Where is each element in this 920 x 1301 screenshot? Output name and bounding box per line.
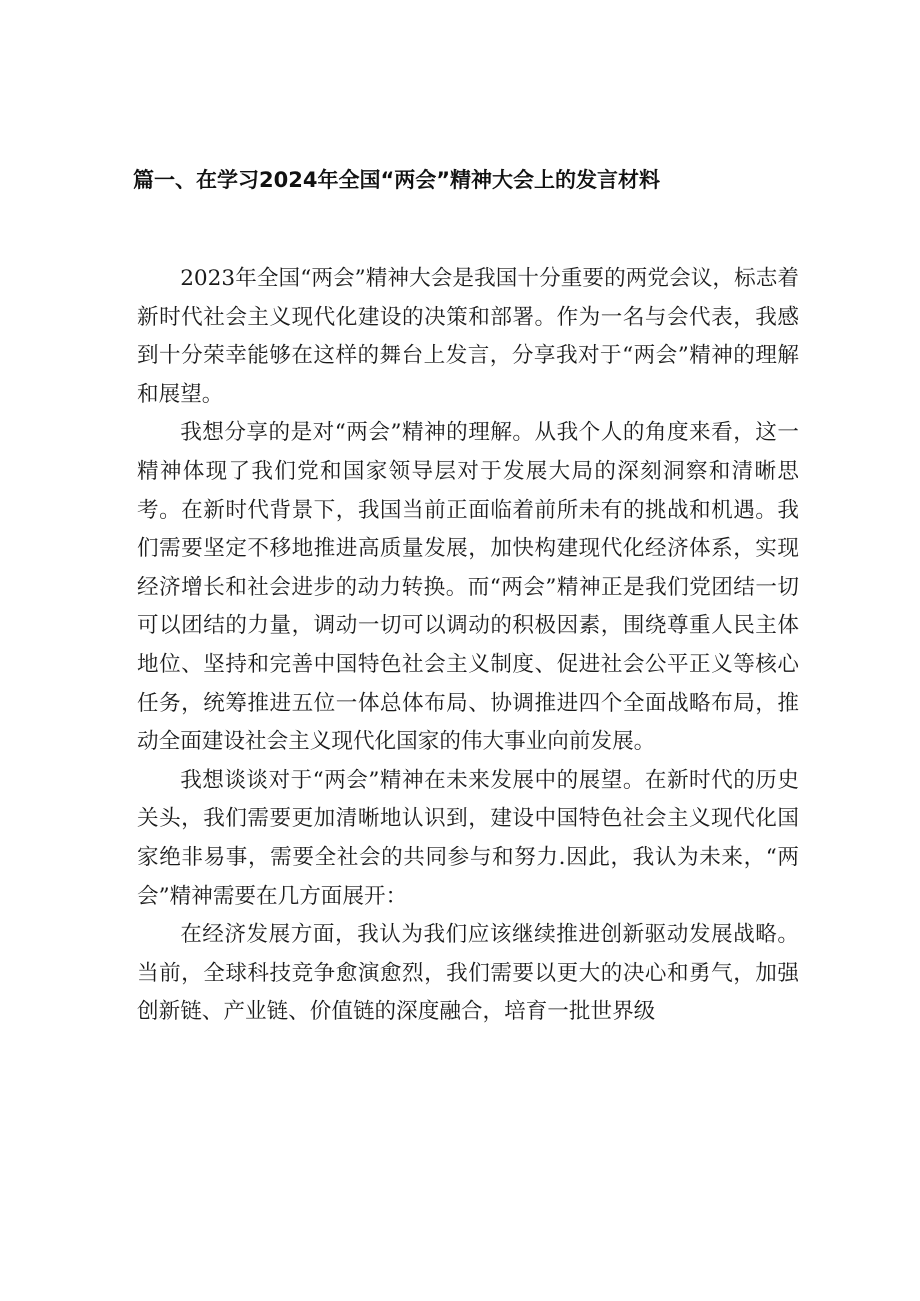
paragraph-1: 2023年全国“两会”精神大会是我国十分重要的两党会议，标志着新时代社会主义现代化建设的决策和部署。作为一名与会代表，我感到十分荣幸能够在这样的舞台上发言，分享我对于“两会”精神的理解和展望。	[137, 266, 799, 407]
paragraph-4: 在经济发展方面，我认为我们应该继续推进创新驱动发展战略。当前，全球科技竞争愈演愈烈，我们需要以更大的决心和勇气，加强创新链、产业链、价值链的深度融合，培育一批世界级	[137, 922, 799, 1025]
document-title: 篇一、在学习2024年全国“两会”精神大会上的发言材料	[133, 168, 661, 192]
document-body	[137, 260, 799, 1032]
paragraph-3: 我想谈谈对于“两会”精神在未来发展中的展望。在新时代的历史关头，我们需要更加清晰地认识到，建设中国特色社会主义现代化国家绝非易事，需要全社会的共同参与和努力.因此，我认为未来，“两会”精神需要在几方面展开：	[137, 767, 799, 909]
paragraph-2: 我想分享的是对“两会”精神的理解。从我个人的角度来看，这一精神体现了我们党和国家领导层对于发展大局的深刻洞察和清晰思考。在新时代背景下，我国当前正面临着前所未有的挑战和机遇。我们需要坚定不移地推进高质量发展，加快构建现代化经济体系，实现经济增长和社会进步的动力转换。而“两会”精神正是我们党团结一切可以团结的力量，调动一切可以调动的积极因素，围绕尊重人民主体地位、坚持和完善中国特色社会主义制度、促进社会公平正义等核心任务，统筹推进五位一体总体布局、协调推进四个全面战略布局，推动全面建设社会主义现代化国家的伟大事业向前发展。	[137, 420, 799, 755]
